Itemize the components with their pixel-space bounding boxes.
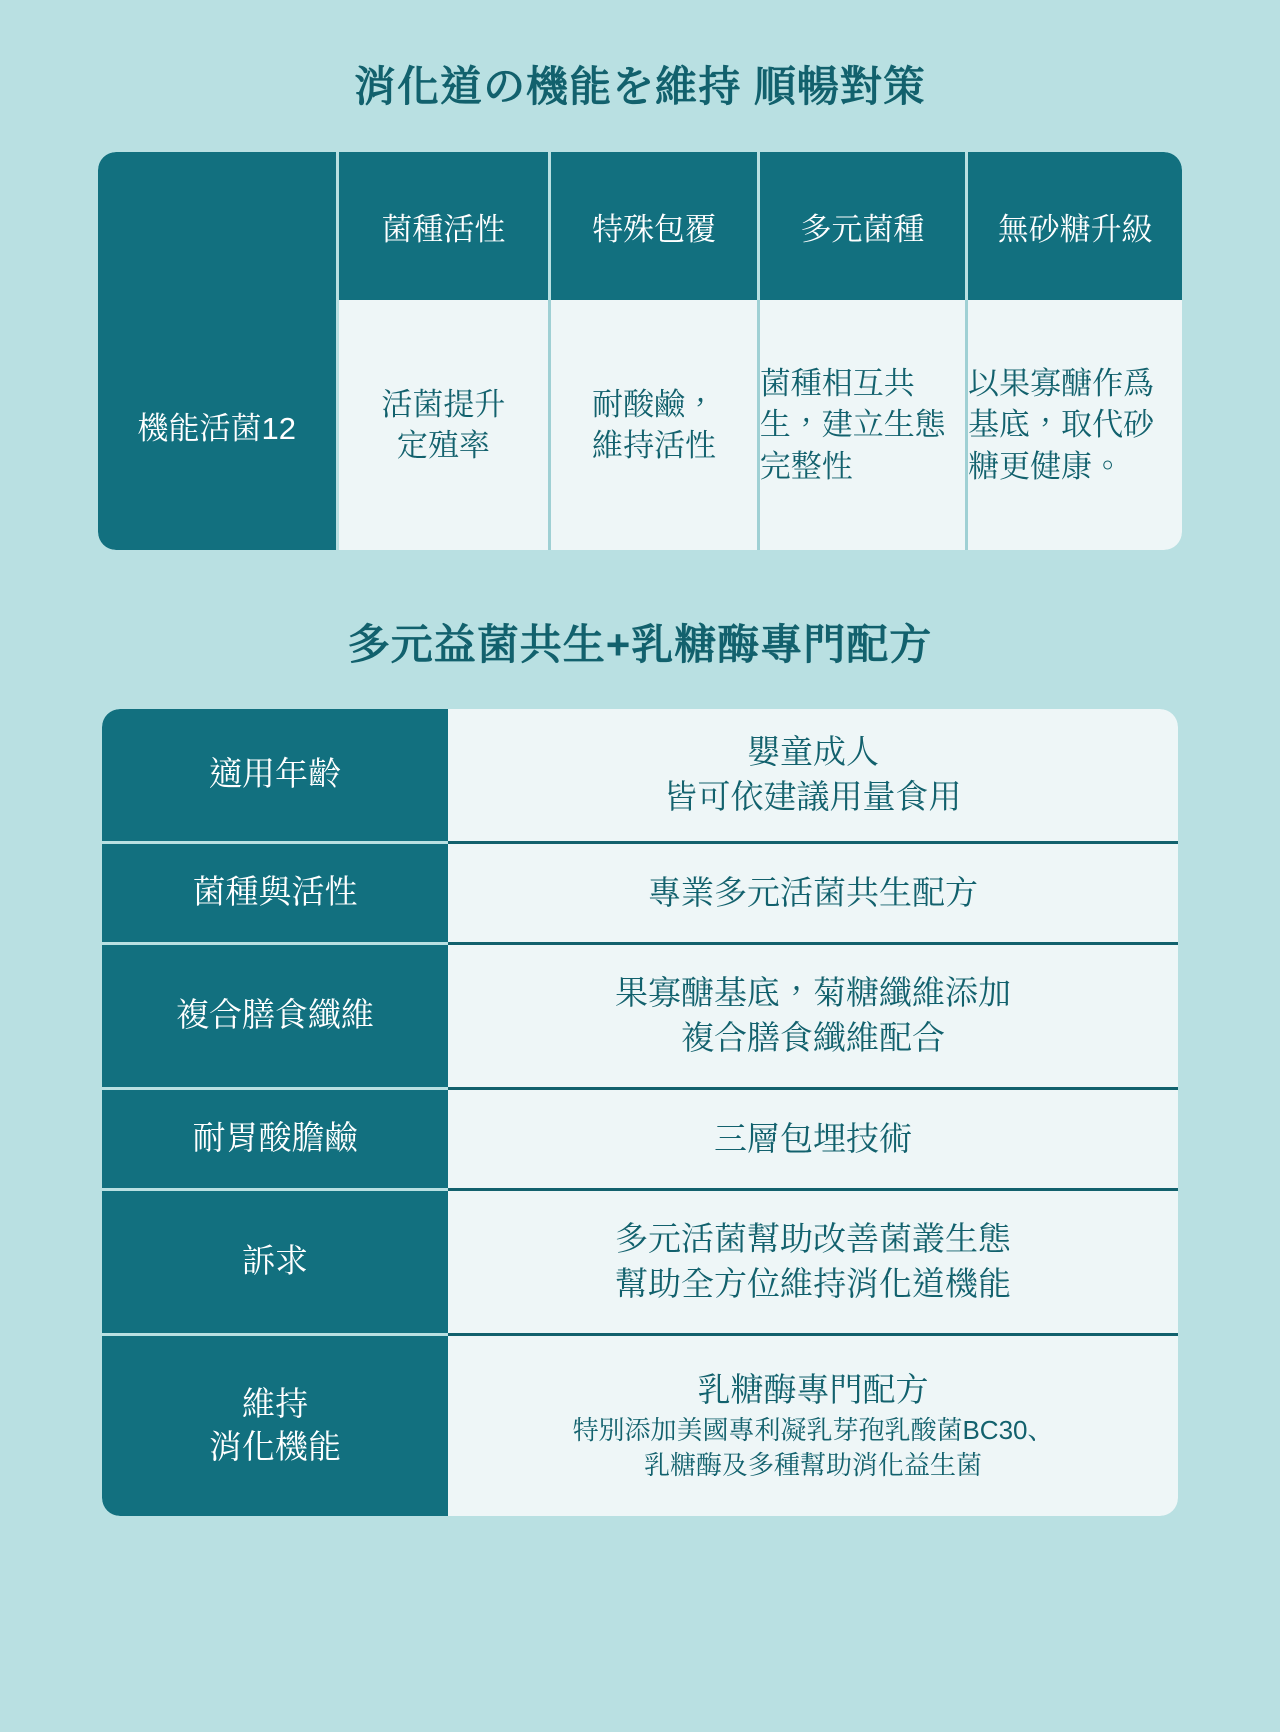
table-row [102, 1336, 1178, 1516]
row-value-strain-and-activity [448, 844, 1178, 945]
table-row [102, 1191, 1178, 1336]
table-row [102, 709, 1178, 844]
column-header-sugar-free: 無砂糖升級 [968, 152, 1182, 300]
value-line: 多元活菌幫助改善菌叢生態 [615, 1220, 1011, 1258]
value-line: 皆可依建議用量食用 [664, 777, 962, 815]
row-label-dietary-fiber: 複合膳食纖維 [102, 945, 448, 1090]
row-label-functional-probiotics-12: 機能活菌12 [98, 300, 339, 550]
value-line: 幫助全方位維持消化道機能 [615, 1264, 1011, 1302]
feature-comparison-table [98, 152, 1182, 550]
row-value-suitable-age [448, 709, 1178, 844]
column-header-multi-strain: 多元菌種 [760, 152, 968, 300]
row-value-acid-bile-resistance [448, 1090, 1178, 1191]
row-value-claim [448, 1191, 1178, 1336]
row-label-suitable-age: 適用年齡 [102, 709, 448, 844]
value-line: 複合膳食纖維配合 [681, 1018, 945, 1056]
row-label-maintain-digestion: 維持 消化機能 [102, 1336, 448, 1516]
column-header-strain-activity: 菌種活性 [339, 152, 552, 300]
cell-sugar-free: 以果寡醣作爲基底，取代砂糖更健康。 [968, 300, 1182, 550]
table-row [102, 844, 1178, 945]
table-row [102, 1090, 1178, 1191]
row-value-dietary-fiber [448, 945, 1178, 1090]
value-subline: 特別添加美國專利凝乳芽孢乳酸菌BC30、 [572, 1414, 1054, 1445]
value-line: 專業多元活菌共生配方 [648, 873, 978, 911]
cell-special-coating: 耐酸鹼， 維持活性 [551, 300, 759, 550]
formula-spec-table [102, 709, 1178, 1516]
section2-title: 多元益菌共生+乳糖酶專門配方 [347, 621, 933, 669]
row-label-claim: 訴求 [102, 1191, 448, 1336]
value-subline: 乳糖酶及多種幫助消化益生菌 [643, 1450, 982, 1481]
cell-strain-activity: 活菌提升 定殖率 [339, 300, 552, 550]
value-line: 三層包埋技術 [714, 1119, 912, 1157]
cell-multi-strain: 菌種相互共生，建立生態完整性 [760, 300, 968, 550]
row-label-strain-and-activity: 菌種與活性 [102, 844, 448, 945]
table-row [102, 945, 1178, 1090]
row-label-acid-bile-resistance: 耐胃酸膽鹼 [102, 1090, 448, 1191]
table-header-row [98, 152, 1182, 300]
column-header-special-coating: 特殊包覆 [551, 152, 759, 300]
value-line: 果寡醣基底，菊糖纖維添加 [615, 974, 1011, 1012]
row-value-maintain-digestion [448, 1336, 1178, 1516]
section-formula-details [0, 620, 1280, 1515]
value-line: 乳糖酶專門配方 [697, 1371, 929, 1409]
table-corner-cell [98, 152, 339, 300]
value-line: 嬰童成人 [747, 733, 879, 771]
section-digestive-function [0, 0, 1280, 550]
section1-title: 消化道の機能を維持 順暢對策 [354, 63, 926, 110]
section1-table-wrapper [98, 152, 1182, 550]
table-row [98, 300, 1182, 550]
section2-table-wrapper [102, 709, 1178, 1516]
